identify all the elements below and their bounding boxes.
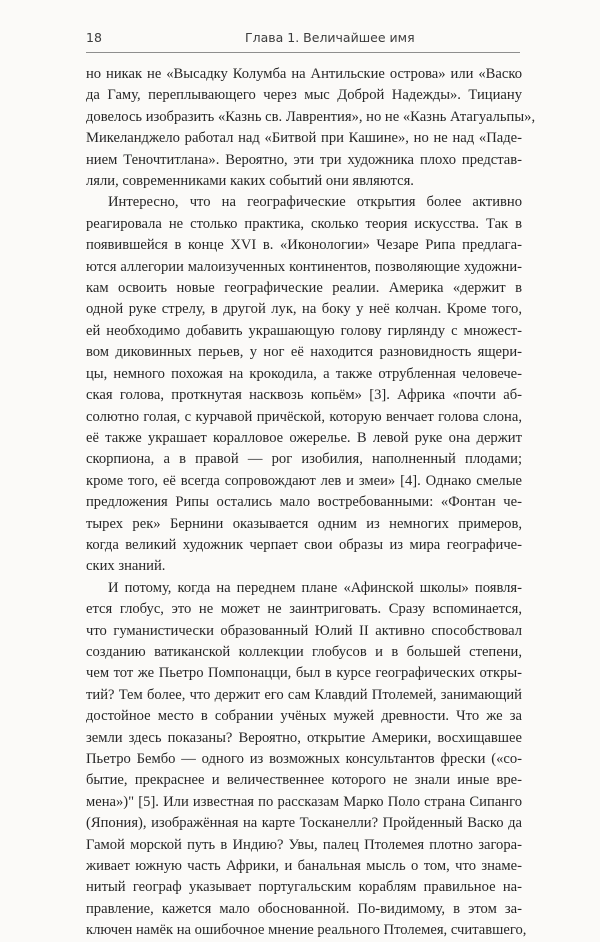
text-line: солютно голая, с курчавой причёской, которую венчает голова слона, — [86, 408, 522, 425]
text-line: ются аллегории малоизученных континентов, позволяющие художни- — [86, 258, 522, 275]
text-line: кам освоить новые географические реалии. Америка «держит в — [86, 280, 522, 297]
text-line: земли здесь показаны? Вероятно, открытие Америки, восхищавшее — [86, 729, 522, 746]
body-text — [86, 64, 536, 942]
text-line: предложения Рипы остались мало востребованными: «Фонтан че- — [86, 494, 522, 511]
text-line: цы, немного похожая на крокодила, а также отрубленная человече- — [86, 365, 522, 382]
text-line: Пьетро Бембо — одного из возможных консультантов фрески («со- — [86, 751, 522, 767]
text-line: довелось изобразить «Казнь св. Лаврентия», но не «Казнь Атагуальпы», — [86, 108, 536, 125]
text-line: ских знаний. — [86, 558, 166, 575]
text-line: Микеланджело работал над «Битвой при Кашине», но не над «Паде- — [86, 130, 522, 147]
text-line: вом диковинных перьев, у ног её находится разновидность ящери- — [86, 344, 522, 361]
text-line: реагировала не столько практика, сколько теория искусства. Так в — [86, 215, 522, 232]
text-line: нием Теночтитлана». Вероятно, эти три художника плохо представ- — [86, 151, 522, 168]
text-line: (Япония), изображённая на карте Тосканелли? Пройденный Васко да — [86, 815, 522, 832]
text-line: мена»)" [5]. Или известная по рассказам Марко Поло страна Сипанго — [86, 793, 522, 810]
paragraph — [86, 64, 536, 192]
text-line: когда великий художник черпает свои образы из мира географиче- — [86, 536, 522, 553]
text-line: нитый географ указывает португальским кораблям правильное на- — [86, 879, 522, 896]
text-line: тий? Тем более, что держит его сам Клавдий Птолемей, занимающий — [86, 686, 522, 703]
text-line: ется глобус, это не может не заинтриговать. Сразу вспоминается, — [86, 601, 522, 618]
paragraph — [86, 578, 527, 942]
text-line: достойное место в собрании учёных мужей древности. Что же за — [86, 708, 522, 725]
text-line: бытие, прекраснее и величественнее которого не знали иные вре- — [86, 772, 522, 789]
text-line: скорпиона, а в правой — рог изобилия, наполненный плодами; — [86, 451, 522, 468]
text-line: живает южную часть Африки, и банальная мысль о том, что знаме- — [86, 858, 522, 875]
text-line: Гамой морской путь в Индию? Увы, палец Птолемея плотно загора- — [86, 836, 522, 853]
text-line: что гуманистически образованный Юлий II активно способствовал — [86, 622, 522, 639]
text-line: кроме того, её всегда сопровождают лев и змеи» [4]. Однако смелые — [86, 472, 522, 489]
text-line: но никак не «Высадку Колумба на Антильские острова» или «Васко — [86, 66, 522, 82]
running-head — [86, 30, 522, 50]
text-line: чем тот же Пьетро Помпонацци, был в курсе географических откры- — [86, 665, 522, 682]
text-line: ляли, современниками каких событий они являются. — [86, 173, 414, 190]
page-number: 18 — [86, 30, 102, 45]
text-line: да Гаму, переплывающего через мыс Доброй Надежды». Тициану — [86, 87, 522, 104]
text-line: её также украшает коралловое ожерелье. В левой руке она держит — [86, 429, 522, 446]
chapter-title: Глава 1. Величайшее имя — [245, 30, 415, 45]
text-line: правление, кажется мало обоснованной. По-видимому, в этом за- — [86, 900, 522, 917]
text-line: ей необходимо добавить украшающую голову гирлянду с множест- — [86, 322, 522, 339]
header-rule — [86, 52, 520, 53]
text-line: тырех рек» Бернини оказывается одним из немногих примеров, — [86, 515, 522, 532]
text-line: Интересно, что на географические открытия более активно — [108, 194, 522, 211]
text-line: созданию ватиканской коллекции глобусов и в большей степени, — [86, 643, 522, 660]
text-line: появившейся в конце XVI в. «Иконологии» Чезаре Рипа предлага- — [86, 237, 522, 254]
paragraph — [86, 192, 522, 577]
text-line: ключен намёк на ошибочное мнение реального Птолемея, считавшего, — [86, 922, 527, 939]
text-line: И потому, когда на переднем плане «Афинской школы» появля- — [108, 579, 522, 596]
text-line: ская голова, проткнутая насквозь копьём» [3]. Африка «почти аб- — [86, 387, 522, 404]
text-line: одной руке стрелу, в другой лук, на боку у неё колчан. Кроме того, — [86, 301, 522, 318]
